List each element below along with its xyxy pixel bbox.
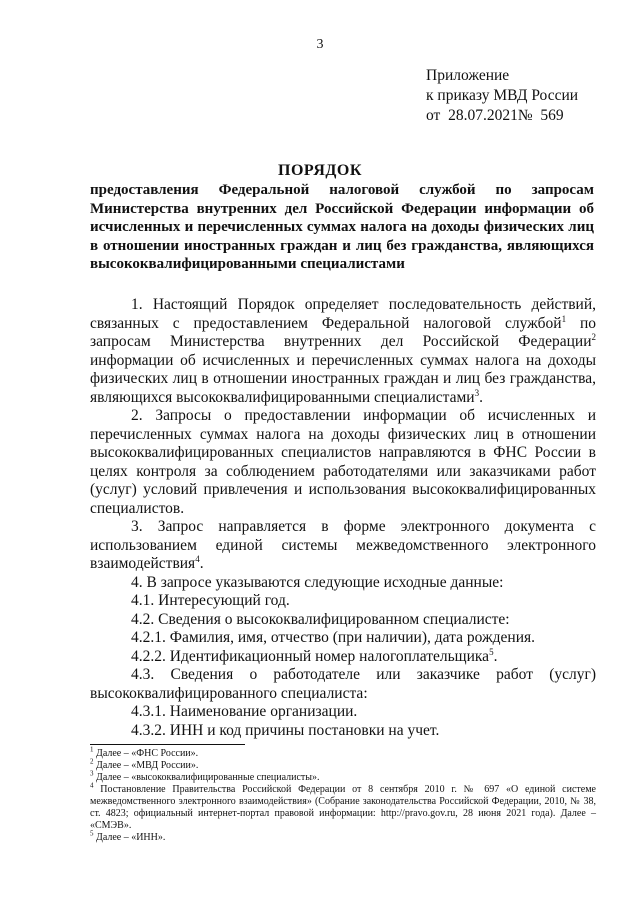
appendix-line-3: от 28.07.2021№ 569 bbox=[426, 107, 564, 124]
paragraph-4-2-2: 4.2.2. Идентификационный номер налогоплательщика$^5$. bbox=[131, 646, 498, 665]
footnote-5: $^5$ Далее – «ИНН». bbox=[90, 829, 166, 843]
footnote-1: $^1$ Далее – «ФНС России». bbox=[90, 745, 199, 759]
paragraph-4: 4. В запросе указываются следующие исходные данные: bbox=[131, 573, 504, 591]
footnote-ref-1: 1 bbox=[561, 313, 567, 324]
paragraph-4-1: 4.1. Интересующий год. bbox=[131, 592, 290, 609]
page-number: 3 bbox=[316, 37, 324, 52]
footnote-ref-3: 3 bbox=[474, 387, 480, 398]
paragraph-4-3-1: 4.3.1. Наименование организации. bbox=[131, 703, 358, 720]
footnote-2: $^2$ Далее – «МВД России». bbox=[90, 757, 199, 771]
appendix-header bbox=[426, 66, 578, 126]
footnote-4: $^4$ Постановление Правительства Российской Федерации от 8 сентября 2010 г. № 697 «О единой системе межведомственного электронного взаимодействия» (Собрание законодательства Российской Федерации, 2010, № 38, ст. 4823; официальный интернет-портал правовой информации: http://pravo.gov.ru, 28 июня 2021 года). Далее – «СМЭВ». bbox=[90, 781, 596, 831]
paragraph-4-3-2: 4.3.2. ИНН и код причины постановки на учет. bbox=[131, 721, 440, 739]
footnote-ref-5: 5 bbox=[489, 646, 494, 657]
document-title: ПОРЯДОК bbox=[278, 162, 362, 179]
footnote-ref-4: 4 bbox=[195, 553, 200, 564]
document-subtitle: предоставления Федеральной налоговой службой по запросам Министерства внутренних дел Российской Федерации информации об исчисленных и перечисленных суммах налога на доходы физических лиц в отношении иностранных граждан и лиц без гражданства, являющихся высококвалифицированными специалистами bbox=[90, 182, 594, 272]
footnotes bbox=[90, 745, 596, 844]
footnote-ref-2: 2 bbox=[591, 331, 596, 342]
paragraph-1: 1. Настоящий Порядок определяет последовательность действий, связанных с предоставлением Федеральной налоговой службой$^1$ по запросам Министерства внутренних дел Российской Федерации$^2$ информации об исчисленных и перечисленных суммах налога на доходы физических лиц в отношении иностранных граждан и лиц без гражданства, являющихся высококвалифицированными специалистами$^3$. bbox=[90, 296, 596, 406]
footnote-3: $^3$ Далее – «высококвалифицированные специалисты». bbox=[90, 769, 320, 783]
footnote-divider bbox=[90, 744, 245, 745]
paragraph-4-2: 4.2. Сведения о высококвалифицированном специалисте: bbox=[131, 610, 510, 628]
paragraph-4-2-1: 4.2.1. Фамилия, имя, отчество (при наличии), дата рождения. bbox=[131, 629, 536, 646]
paragraph-3: 3. Запрос направляется в форме электронного документа с использованием единой системы межведомственного электронного взаимодействия$^4$. bbox=[90, 518, 596, 572]
paragraph-2: 2. Запросы о предоставлении информации об исчисленных и перечисленных суммах налога на доходы физических лиц в отношении высококвалифицированных специалистов направляются в ФНС России в целях контроля за соблюдением работодателями или заказчиками работ (услуг) условий привлечения и использования высококвалифицированных специалистов. bbox=[90, 407, 596, 517]
appendix-line-2: к приказу МВД России bbox=[426, 87, 579, 104]
document-body bbox=[90, 296, 596, 740]
paragraph-4-3: 4.3. Сведения о работодателе или заказчике работ (услуг) высококвалифицированного специалиста: bbox=[90, 666, 596, 702]
appendix-line-1: Приложение bbox=[426, 67, 510, 84]
